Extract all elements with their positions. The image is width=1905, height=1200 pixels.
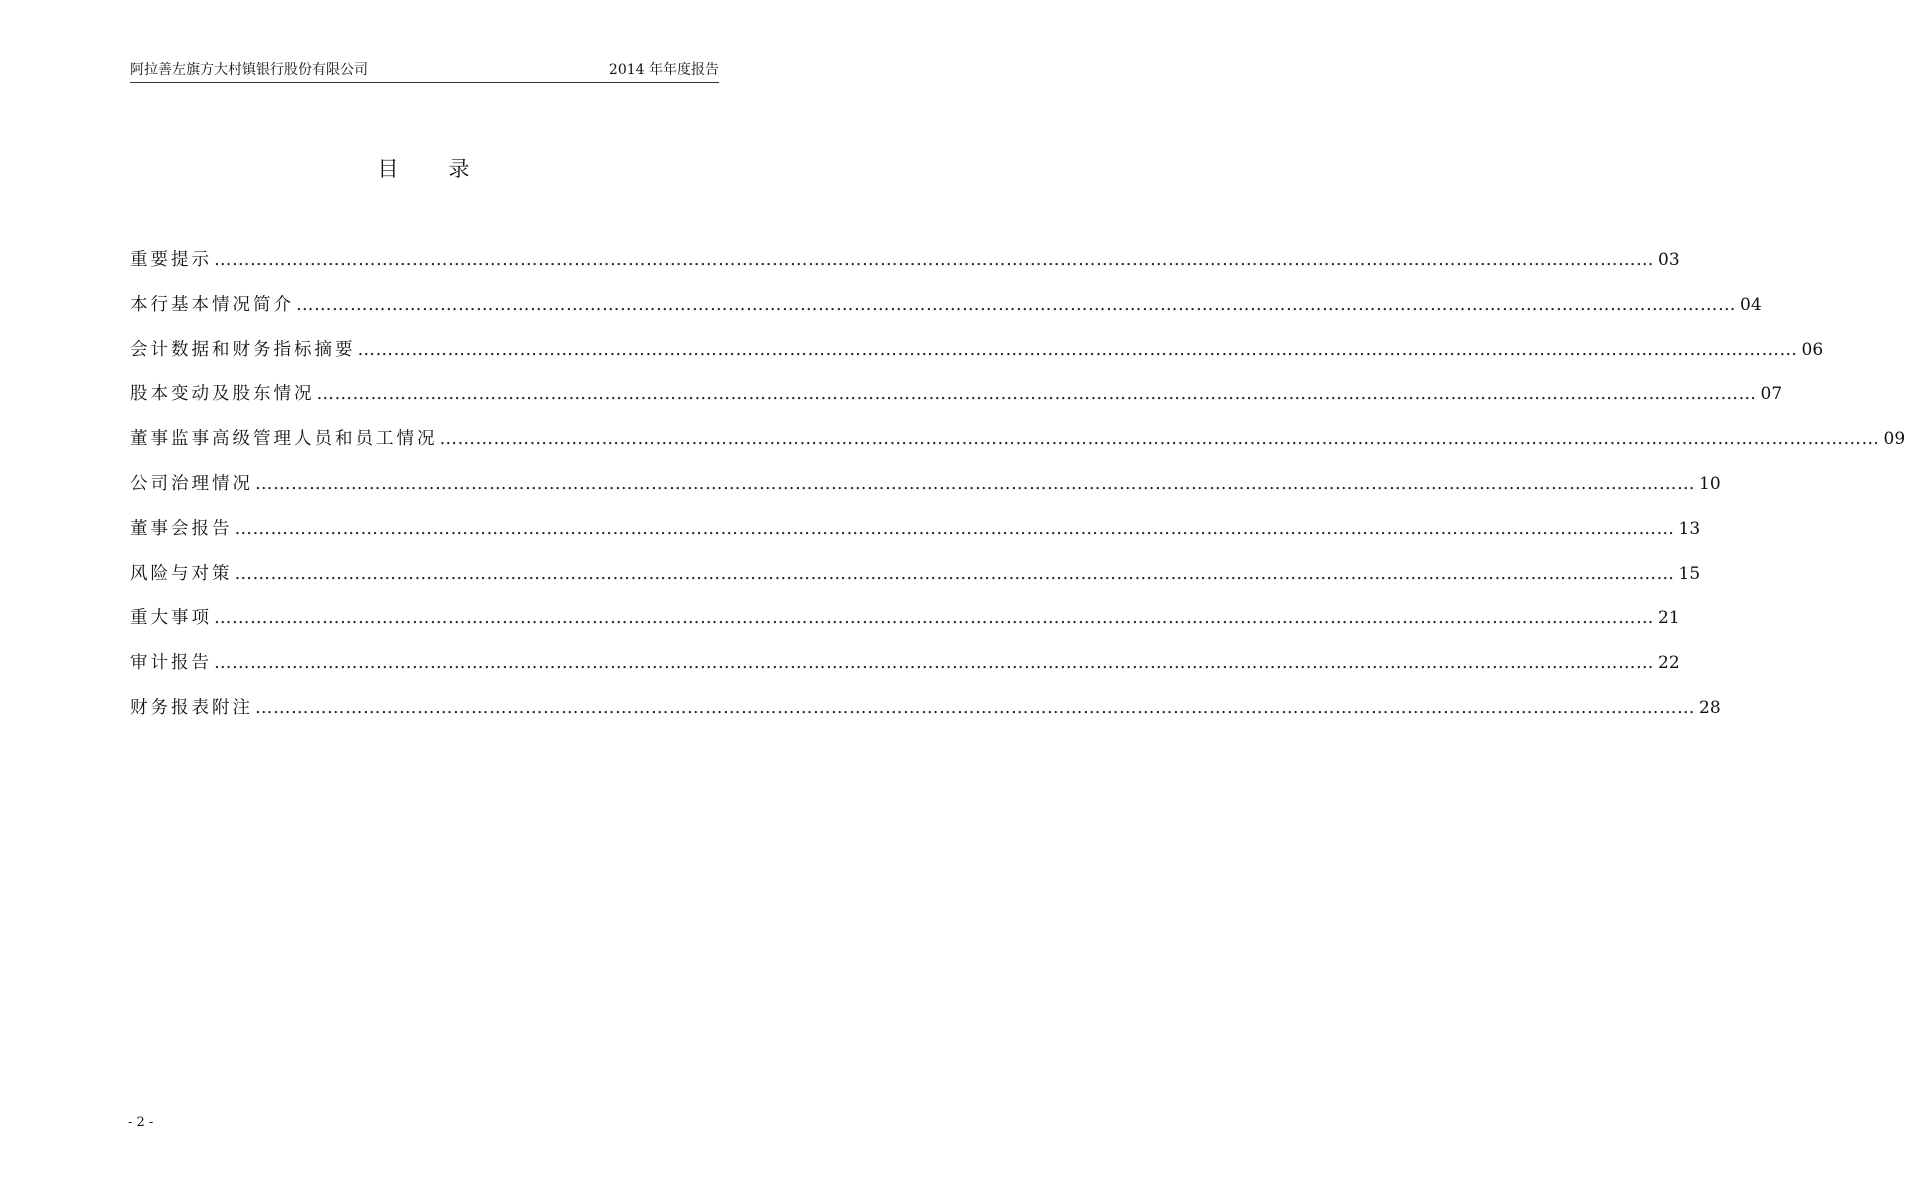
toc-entry[interactable]	[130, 423, 1905, 468]
toc-entry-label: 重大事项	[130, 608, 212, 629]
table-of-contents	[130, 244, 1905, 737]
toc-entry[interactable]	[130, 334, 1824, 379]
toc-entry[interactable]	[130, 244, 1680, 289]
toc-dot-leader: ……………………………………………………………………………………………………………………………………………………………………………………………………………………	[234, 518, 1675, 539]
toc-entry-page-number: 22	[1658, 653, 1680, 674]
toc-entry-label: 董事监事高级管理人员和员工情况	[130, 429, 438, 450]
toc-entry-page-number: 15	[1678, 563, 1701, 584]
toc-entry-label: 股本变动及股东情况	[130, 384, 315, 405]
toc-entry-label: 董事会报告	[130, 518, 233, 539]
page-number: - 2 -	[128, 1115, 154, 1130]
toc-entry[interactable]	[130, 289, 1762, 334]
toc-entry-label: 财务报表附注	[130, 697, 253, 718]
toc-entry[interactable]	[130, 513, 1701, 558]
page-title	[0, 153, 849, 185]
toc-entry[interactable]	[130, 468, 1721, 513]
toc-dot-leader: ……………………………………………………………………………………………………………………………………………………………………………………………………………………	[255, 697, 1695, 718]
toc-entry-label: 本行基本情况简介	[130, 294, 294, 315]
toc-entry-label: 重要提示	[130, 250, 212, 270]
toc-dot-leader: ……………………………………………………………………………………………………………………………………………………………………………………………………………………	[439, 429, 1880, 450]
page-title-char-1: 目	[377, 157, 401, 181]
toc-entry-label: 审计报告	[130, 653, 212, 674]
toc-dot-leader: ……………………………………………………………………………………………………………………………………………………………………………………………………………………	[357, 339, 1798, 360]
toc-entry-page-number: 10	[1699, 473, 1721, 494]
toc-entry-page-number: 09	[1883, 429, 1905, 450]
toc-entry[interactable]	[130, 602, 1680, 647]
page-title-char-2: 录	[448, 157, 472, 181]
toc-dot-leader: ……………………………………………………………………………………………………………………………………………………………………………………………………………………	[214, 250, 1654, 270]
toc-dot-leader: ……………………………………………………………………………………………………………………………………………………………………………………………………………………	[316, 384, 1757, 405]
header-divider	[130, 82, 719, 83]
toc-entry[interactable]	[130, 558, 1701, 603]
toc-entry-page-number: 13	[1678, 518, 1701, 539]
toc-entry-page-number: 06	[1801, 339, 1824, 360]
toc-entry-page-number: 04	[1740, 294, 1762, 315]
toc-entry[interactable]	[130, 647, 1680, 692]
toc-entry-label: 公司治理情况	[130, 473, 253, 494]
toc-dot-leader: ……………………………………………………………………………………………………………………………………………………………………………………………………………………	[234, 563, 1675, 584]
toc-entry[interactable]	[130, 692, 1721, 737]
toc-entry-page-number: 28	[1699, 697, 1721, 718]
toc-entry-page-number: 03	[1658, 250, 1680, 270]
toc-entry-label: 风险与对策	[130, 563, 233, 584]
header-company-name: 阿拉善左旗方大村镇银行股份有限公司	[130, 62, 368, 78]
toc-entry-page-number: 21	[1658, 608, 1680, 629]
page-header	[130, 60, 719, 80]
toc-dot-leader: ……………………………………………………………………………………………………………………………………………………………………………………………………………………	[296, 294, 1736, 315]
toc-entry[interactable]	[130, 378, 1783, 423]
toc-entry-page-number: 07	[1760, 384, 1783, 405]
toc-dot-leader: ……………………………………………………………………………………………………………………………………………………………………………………………………………………	[255, 473, 1695, 494]
toc-dot-leader: ……………………………………………………………………………………………………………………………………………………………………………………………………………………	[214, 608, 1654, 629]
toc-entry-label: 会计数据和财务指标摘要	[130, 339, 356, 360]
toc-dot-leader: ……………………………………………………………………………………………………………………………………………………………………………………………………………………	[214, 653, 1654, 674]
header-report-title: 2014 年年度报告	[608, 62, 719, 78]
